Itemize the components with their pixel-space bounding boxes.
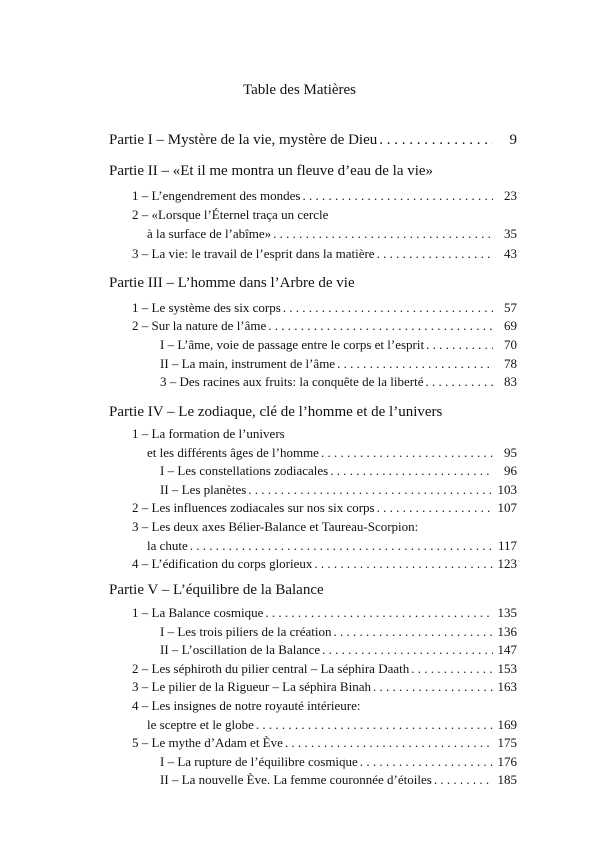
toc-entry <box>160 641 517 659</box>
toc-entry <box>147 716 517 734</box>
toc-entry <box>147 537 517 555</box>
toc-entry-title: 3 – Le pilier de la Rigueur – La séphira Binah <box>132 679 371 694</box>
toc-entry <box>132 660 517 678</box>
toc-entry <box>132 734 517 752</box>
page-number: 35 <box>504 226 517 241</box>
toc-entry-title: 3 – Des racines aux fruits: la conquête de la liberté <box>160 374 424 389</box>
toc-entry-title: 2 – Les influences zodiacales sur nos six corps <box>132 500 375 515</box>
toc-entry <box>147 444 517 462</box>
page-number: 136 <box>497 624 517 639</box>
page-number: 103 <box>497 482 517 497</box>
page-number: 83 <box>504 374 517 389</box>
dot-leader <box>377 499 493 517</box>
toc-entry-title: Partie V – L’équilibre de la Balance <box>109 582 324 598</box>
toc-entry-title: 1 – La formation de l’univers <box>132 426 285 441</box>
toc-part-heading <box>109 273 355 293</box>
toc-entry-title: 2 – Sur la nature de l’âme <box>132 318 267 333</box>
toc-entry <box>132 206 328 224</box>
dot-leader <box>285 734 493 752</box>
toc-entry <box>132 499 517 517</box>
page-number: 57 <box>504 300 517 315</box>
page-number: 70 <box>504 337 517 352</box>
toc-entry <box>132 317 517 335</box>
page-number: 107 <box>497 500 517 515</box>
page-number: 175 <box>497 735 517 750</box>
page-number: 95 <box>504 445 517 460</box>
toc-entry <box>132 697 361 715</box>
toc-entry <box>132 299 517 317</box>
page-number: 123 <box>497 556 517 571</box>
dot-leader <box>379 130 493 150</box>
toc-entry <box>160 373 517 391</box>
dot-leader <box>373 678 493 696</box>
dot-leader <box>256 716 493 734</box>
page-number: 69 <box>504 318 517 333</box>
toc-entry <box>132 518 418 536</box>
dot-leader <box>426 336 493 354</box>
toc-part-heading <box>109 580 324 600</box>
toc-entry <box>132 187 517 205</box>
toc-entry-title: 2 – Les séphiroth du pilier central – La séphira Daath <box>132 661 410 676</box>
page-number: 153 <box>497 661 517 676</box>
toc-entry-title: 1 – La Balance cosmique <box>132 605 264 620</box>
toc-entry-title: 4 – L’édification du corps glorieux <box>132 556 313 571</box>
toc-entry <box>160 336 517 354</box>
toc-entry-title: II – La nouvelle Ève. La femme couronnée d’étoiles <box>160 772 432 787</box>
page-number: 43 <box>504 246 517 261</box>
page-title: Table des Matières <box>242 82 357 98</box>
toc-entry-title: Partie II – «Et il me montra un fleuve d’eau de la vie» <box>109 163 434 179</box>
dot-leader <box>190 537 493 555</box>
toc-entry <box>132 604 517 622</box>
toc-entry-title: II – Les planètes <box>160 482 247 497</box>
page-number: 135 <box>497 605 517 620</box>
toc-entry-title: I – Les constellations zodiacales <box>160 463 329 478</box>
page-number: 117 <box>497 538 517 553</box>
dot-leader <box>434 771 493 789</box>
toc-entry <box>132 245 517 263</box>
toc-entry-title: à la surface de l’abîme» <box>147 226 272 241</box>
dot-leader <box>283 299 493 317</box>
toc-entry-title: le sceptre et le globe <box>147 717 254 732</box>
toc-entry-title: I – L’âme, voie de passage entre le corps et l’esprit <box>160 337 425 352</box>
toc-entry-title: I – Les trois piliers de la création <box>160 624 332 639</box>
toc-entry-title: 5 – Le mythe d’Adam et Ève <box>132 735 283 750</box>
dot-leader <box>273 225 493 243</box>
page-number: 23 <box>504 188 517 203</box>
page-number: 185 <box>497 772 517 787</box>
page-number: 169 <box>497 717 517 732</box>
toc-entry <box>160 623 517 641</box>
page-number: 163 <box>497 679 517 694</box>
dot-leader <box>248 481 493 499</box>
toc-entry <box>160 355 517 373</box>
toc-entry-title: II – L’oscillation de la Balance <box>160 642 321 657</box>
toc-part-heading <box>109 402 442 422</box>
toc-entry <box>160 481 517 499</box>
toc-entry-title: Partie I – Mystère de la vie, mystère de Dieu <box>109 132 378 148</box>
toc-entry <box>132 555 517 573</box>
page-number: 9 <box>509 132 517 148</box>
toc-entry-title: II – La main, instrument de l’âme <box>160 356 336 371</box>
toc-entry-title: 3 – La vie: le travail de l’esprit dans la matière <box>132 246 375 261</box>
dot-leader <box>268 317 493 335</box>
dot-leader <box>377 245 493 263</box>
toc-entry-title: Partie IV – Le zodiaque, clé de l’homme et de l’univers <box>109 404 443 420</box>
toc-entry <box>160 753 517 771</box>
dot-leader <box>337 355 493 373</box>
toc-part-heading <box>109 130 517 150</box>
toc-entry-title: I – La rupture de l’équilibre cosmique <box>160 754 358 769</box>
toc-entry-title: 1 – Le système des six corps <box>132 300 281 315</box>
toc-entry <box>160 462 517 480</box>
toc-part-heading <box>109 161 433 181</box>
toc-entry-title: 2 – «Lorsque l’Éternel traça un cercle <box>132 207 329 222</box>
dot-leader <box>411 660 493 678</box>
page-number: 78 <box>504 356 517 371</box>
dot-leader <box>333 623 493 641</box>
page-number: 176 <box>497 754 517 769</box>
dot-leader <box>426 373 493 391</box>
toc-entry-title: et les différents âges de l’homme <box>147 445 319 460</box>
page-number: 96 <box>504 463 517 478</box>
dot-leader <box>321 444 493 462</box>
toc-entry <box>160 771 517 789</box>
page-number: 147 <box>497 642 517 657</box>
dot-leader <box>265 604 493 622</box>
toc-entry <box>132 678 517 696</box>
toc-entry <box>132 425 285 443</box>
dot-leader <box>322 641 493 659</box>
dot-leader <box>360 753 493 771</box>
dot-leader <box>314 555 493 573</box>
dot-leader <box>302 187 493 205</box>
toc-entry-title: 4 – Les insignes de notre royauté intérieure: <box>132 698 361 713</box>
toc-entry-title: Partie III – L’homme dans l’Arbre de vie <box>109 275 355 291</box>
toc-entry-title: 1 – L’engendrement des mondes <box>132 188 301 203</box>
toc-entry-title: 3 – Les deux axes Bélier-Balance et Taureau-Scorpion: <box>132 519 419 534</box>
toc-entry-title: la chute <box>147 538 188 553</box>
toc-entry <box>147 225 517 243</box>
dot-leader <box>330 462 493 480</box>
